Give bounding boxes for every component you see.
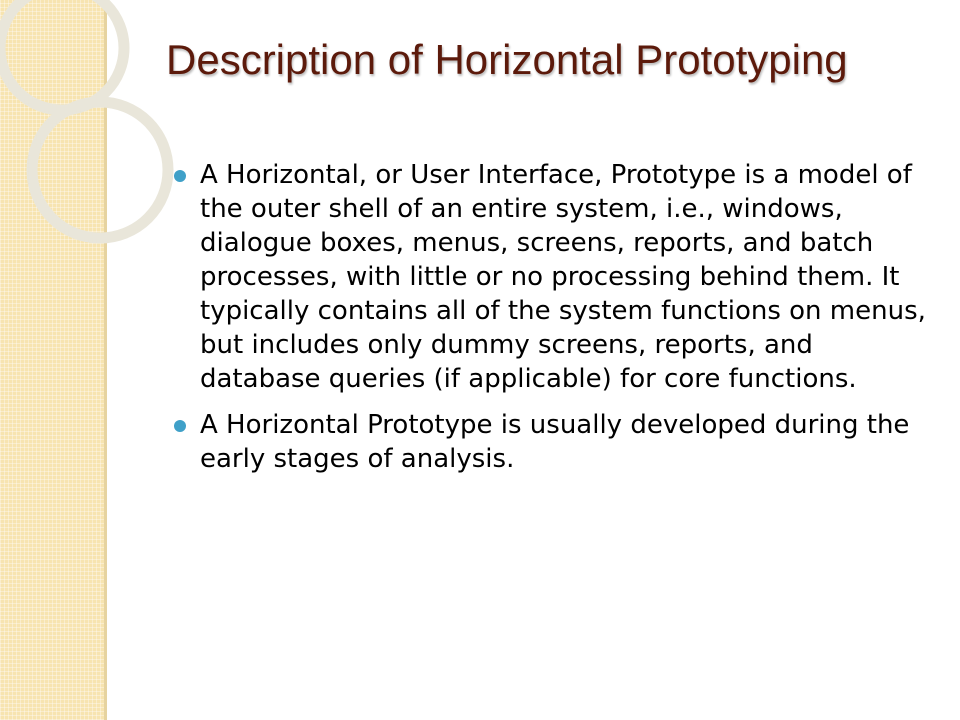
decorative-ring-lower xyxy=(32,102,168,238)
bullet-text: A Horizontal Prototype is usually developed during the early stages of analysis. xyxy=(200,410,910,474)
bullet-list xyxy=(170,158,930,488)
decorative-ring-upper xyxy=(0,0,124,110)
slide-title: Description of Horizontal Prototyping xyxy=(166,36,848,83)
bullet-item xyxy=(170,158,930,396)
bullet-dot xyxy=(174,170,186,182)
bullet-item xyxy=(170,408,930,476)
bullet-dot xyxy=(174,420,186,432)
bullet-text: A Horizontal, or User Interface, Prototype is a model of the outer shell of an entire system, i.e., windows, dialogue boxes, menus, screens, reports, and batch processes, with little or no processing behind them. It typically contains all of the system functions on menus, but includes only dummy screens, reports, and database queries (if applicable) for core functions. xyxy=(200,160,926,394)
